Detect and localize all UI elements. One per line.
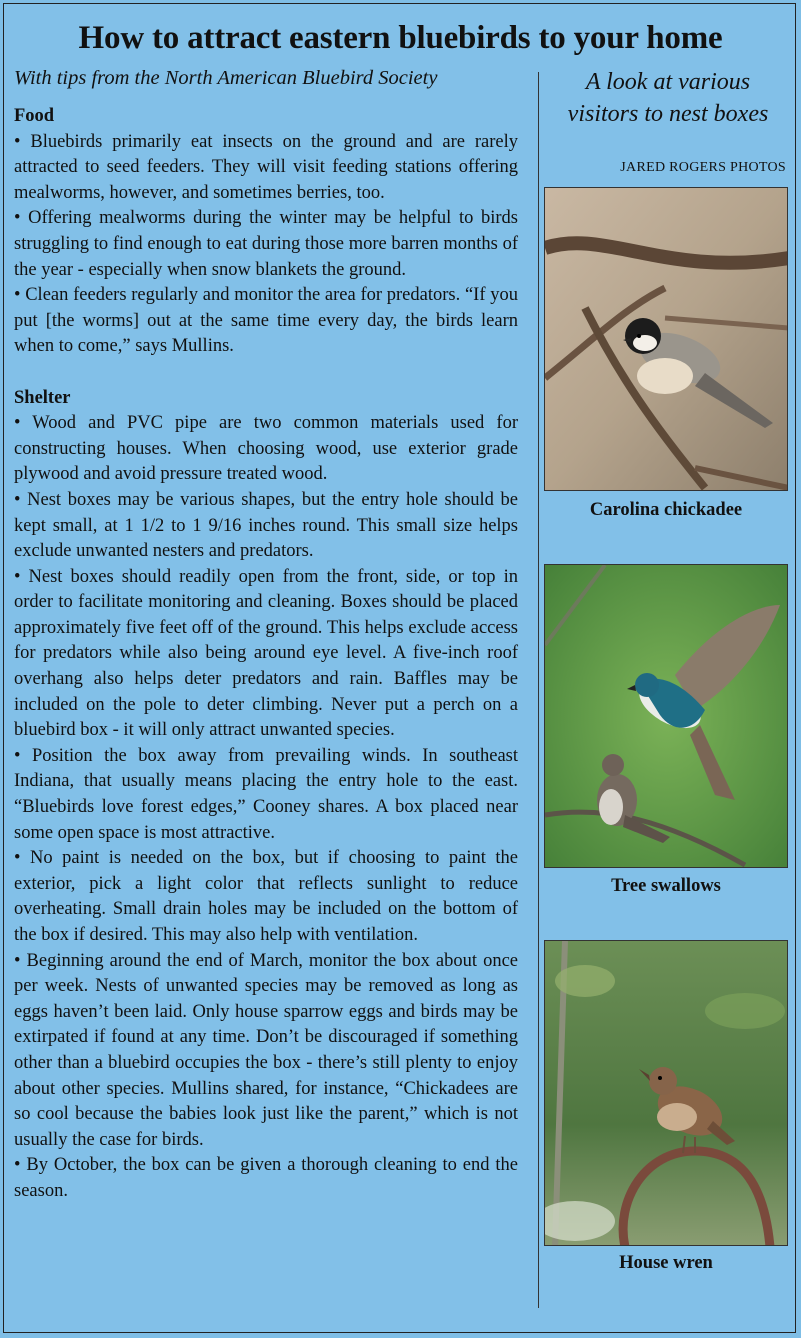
caption-house-wren: House wren [619,1253,713,1273]
food-heading: Food [14,106,55,126]
shelter-paragraph: • Nest boxes may be various shapes, but the entry hole should be kept small, at 1 1/2 to 1 9/16 inches round. This small size helps exclude unwanted nesters and predators. [14,489,518,562]
food-paragraph: • Offering mealworms during the winter may be helpful to birds struggling to find enough to eat during those more barren months of the year - especially when snow blankets the ground. [14,208,518,280]
shelter-paragraph: • No paint is needed on the box, but if choosing to paint the exterior, pick a light color that reflects sunlight to reduce overheating. Small drain holes may be included on the bottom of the box if desired. This may also help with ventilation. [14,848,518,945]
photo-carolina-chickadee [544,187,788,491]
food-paragraph: • Bluebirds primarily eat insects on the ground and are rarely attracted to seed feeders. They will visit feeding stations offering mealworms, however, and sometimes berries, too. [14,131,518,203]
caption-carolina-chickadee: Carolina chickadee [589,500,743,520]
photo-credit: JARED ROGERS PHOTOS [620,160,786,175]
caption-tree-swallows: Tree swallows [611,876,721,896]
shelter-heading: Shelter [14,387,71,408]
shelter-paragraph: • Position the box away from prevailing winds. In southeast Indiana, that usually means placing the entry hole to the east. “Bluebirds love forest edges,” Cooney shares. A box placed near some open space is most attractive. [14,745,518,843]
column-divider [538,72,539,1308]
photo-tree-swallows [544,564,788,868]
shelter-paragraph: • Nest boxes should readily open from the front, side, or top in order to facilitate monitoring and cleaning. Boxes should be placed approximately five feet off of the ground. This helps exclude access for predators while also being around eye level. A five-inch roof overhang also helps deter predators and rain. Baffles may be included on the pole to deter climbing. Never put a perch on a bluebird box - it will only attract unwanted species. [14,566,518,741]
food-paragraph: • Clean feeders regularly and monitor the area for predators. “If you put [the worms] out at the same time every day, the birds learn when to come,” says Mullins. [14,285,518,357]
shelter-paragraph: • Wood and PVC pipe are two common materials used for constructing houses. When choosing wood, use exterior grade plywood and avoid pressure treated wood. [14,413,518,485]
subtitle: With tips from the North American Bluebird Society [14,67,438,89]
section-gap [14,360,518,386]
page-title: How to attract eastern bluebirds to your home [78,20,723,56]
photo-house-wren [544,940,788,1246]
sidebar-heading: A look at various visitors to nest boxes [567,69,769,127]
shelter-paragraph: • By October, the box can be given a thorough cleaning to end the season. [14,1155,518,1201]
shelter-paragraph: • Beginning around the end of March, monitor the box about once per week. Nests of unwanted species may be removed as long as eggs haven’t been laid. Only house sparrow eggs and birds may be extirpated if found at any time. Don’t be discouraged if something other than a bluebird occupies the box - there’s still plenty to enjoy about other species. Mullins shared, for instance, “Chickadees are so cool because the babies look just like the parent,” which is not usually the case for birds. [14,950,518,1150]
article-body [14,104,518,1205]
